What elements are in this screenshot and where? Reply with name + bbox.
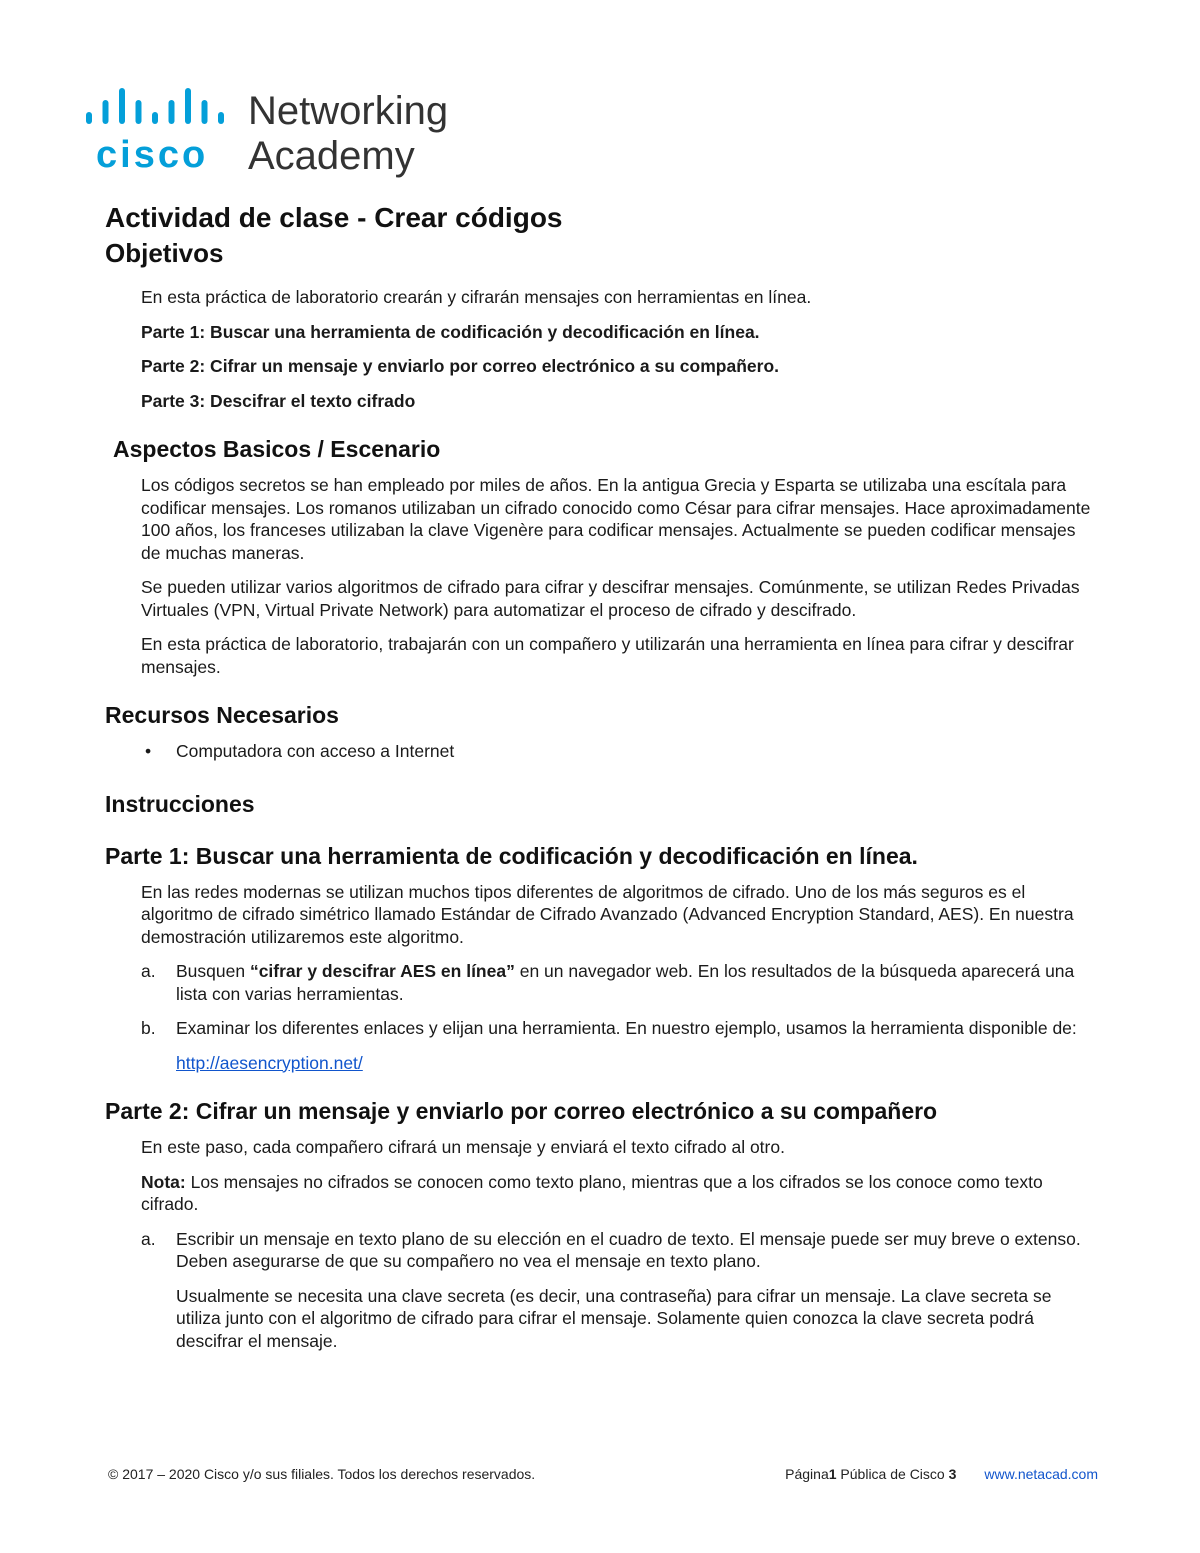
instructions-heading: Instrucciones (105, 790, 255, 817)
resources-heading: Recursos Necesarios (105, 702, 339, 728)
background-section (141, 474, 1095, 678)
logo-bar (86, 112, 92, 124)
page-info (785, 1465, 1098, 1483)
bullet-icon: • (145, 741, 152, 761)
step-text: Escribir un mensaje en texto plano de su elección en el cuadro de texto. El mensaje puede ser muy breve o extenso. Deben asegurarse de que su compañero no vea el mensaje en texto plano. (176, 1228, 1081, 1271)
classification-text: Pública de Cisco (836, 1466, 949, 1482)
list-item (141, 1017, 1095, 1040)
logo-line-1: Networking (248, 89, 449, 133)
step-marker: b. (141, 1018, 156, 1038)
part1-intro: En las redes modernas se utilizan muchos tipos diferentes de algoritmos de cifrado. Uno de los más seguros es el algoritmo de cifrado simétrico llamado Estándar de Cifrado Avanzado (Advanced Encryption Standard, AES). En nuestra demostración utilizaremos este algoritmo. (141, 881, 1074, 947)
step-followup: Usualmente se necesita una clave secreta (es decir, una contraseña) para cifrar un mensaje. La clave secreta se utiliza junto con el algoritmo de cifrado para cifrar el mensaje. Solamente quien conozca la clave secreta podrá descifrar el mensaje. (176, 1285, 1052, 1351)
step-marker: a. (141, 961, 156, 981)
page-title: Actividad de clase - Crear códigos (105, 202, 563, 233)
list-item (141, 740, 1095, 763)
part2-section (141, 1136, 1095, 1216)
part1-section (141, 881, 1095, 949)
step-text: Busquen (176, 961, 250, 981)
page-footer (108, 1465, 1098, 1483)
page-number: 1 (828, 1466, 837, 1482)
objective-part-1: Parte 1: Buscar una herramienta de codificación y decodificación en línea. (141, 321, 760, 342)
part1-heading: Parte 1: Buscar una herramienta de codificación y decodificación en línea. (105, 842, 918, 869)
list-item (141, 960, 1095, 1005)
logo-bar (202, 100, 208, 124)
objectives-section (141, 286, 1095, 412)
logo-brand-text: cisco (96, 134, 209, 176)
background-paragraph-2: Se pueden utilizar varios algoritmos de cifrado para cifrar y descifrar mensajes. Comúnmente, se utilizan Redes Privadas Virtuales (VPN, Virtual Private Network) para automatizar el proceso de cifrado y descifrado. (141, 577, 1080, 620)
resource-item: Computadora con acceso a Internet (176, 741, 455, 761)
background-paragraph-1: Los códigos secretos se han empleado por miles de años. En la antigua Grecia y Esparta se utilizaba una escítala para codificar mensajes. Los romanos utilizaban un cifrado conocido como César para cifrar mensajes. Hace aproximadamente 100 años, los franceses utilizaban la clave Vigenère para codificar mensajes. Actualmente se pueden codificar mensajes de muchas maneras. (141, 475, 1091, 563)
page-label: Página (785, 1466, 829, 1482)
logo-bar (218, 112, 224, 124)
page-total: 3 (948, 1466, 957, 1482)
logo-bar (185, 88, 191, 124)
note-text: Los mensajes no cifrados se conocen como texto plano, mientras que a los cifrados se los conoce como texto cifrado. (141, 1171, 1043, 1214)
logo-bar (136, 100, 142, 124)
objective-part-3: Parte 3: Descifrar el texto cifrado (141, 390, 416, 411)
background-paragraph-3: En esta práctica de laboratorio, trabajarán con un compañero y utilizarán una herramienta en línea para cifrar y descifrar mensajes. (141, 634, 1074, 677)
logo-line-2: Academy (248, 134, 415, 178)
cisco-logo-icon (80, 84, 480, 184)
document-body (105, 200, 1095, 1364)
part2-note (141, 1171, 1095, 1216)
netacad-link[interactable]: www.netacad.com (984, 1466, 1098, 1482)
logo-bar (103, 100, 109, 124)
link-paragraph (176, 1052, 1095, 1075)
objectives-heading: Objetivos (105, 238, 224, 268)
step-text: en un navegador web. En los resultados de la búsqueda aparecerá una lista con varias herramientas. (176, 961, 1075, 1004)
step-marker: a. (141, 1228, 156, 1249)
background-heading: Aspectos Basicos / Escenario (113, 436, 441, 462)
note-label: Nota: (141, 1171, 186, 1192)
copyright-text: © 2017 – 2020 Cisco y/o sus filiales. Todos los derechos reservados. (108, 1466, 536, 1482)
aes-tool-link[interactable]: http://aesencryption.net/ (176, 1052, 363, 1073)
step-text: Examinar los diferentes enlaces y elijan una herramienta. En nuestro ejemplo, usamos la herramienta disponible de: (176, 1018, 1077, 1038)
logo-bar (169, 100, 175, 124)
objectives-intro: En esta práctica de laboratorio crearán y cifrarán mensajes con herramientas en línea. (141, 287, 812, 307)
part2-heading: Parte 2: Cifrar un mensaje y enviarlo por correo electrónico a su compañero (105, 1098, 938, 1124)
search-query: “cifrar y descifrar AES en línea” (249, 961, 515, 981)
logo-bar (119, 88, 125, 124)
cisco-networking-academy-logo (80, 84, 480, 184)
list-item (141, 1228, 1095, 1273)
part2-intro: En este paso, cada compañero cifrará un mensaje y enviará el texto cifrado al otro. (141, 1137, 785, 1157)
objective-part-2: Parte 2: Cifrar un mensaje y enviarlo por correo electrónico a su compañero. (141, 356, 779, 376)
logo-bar (152, 112, 158, 124)
